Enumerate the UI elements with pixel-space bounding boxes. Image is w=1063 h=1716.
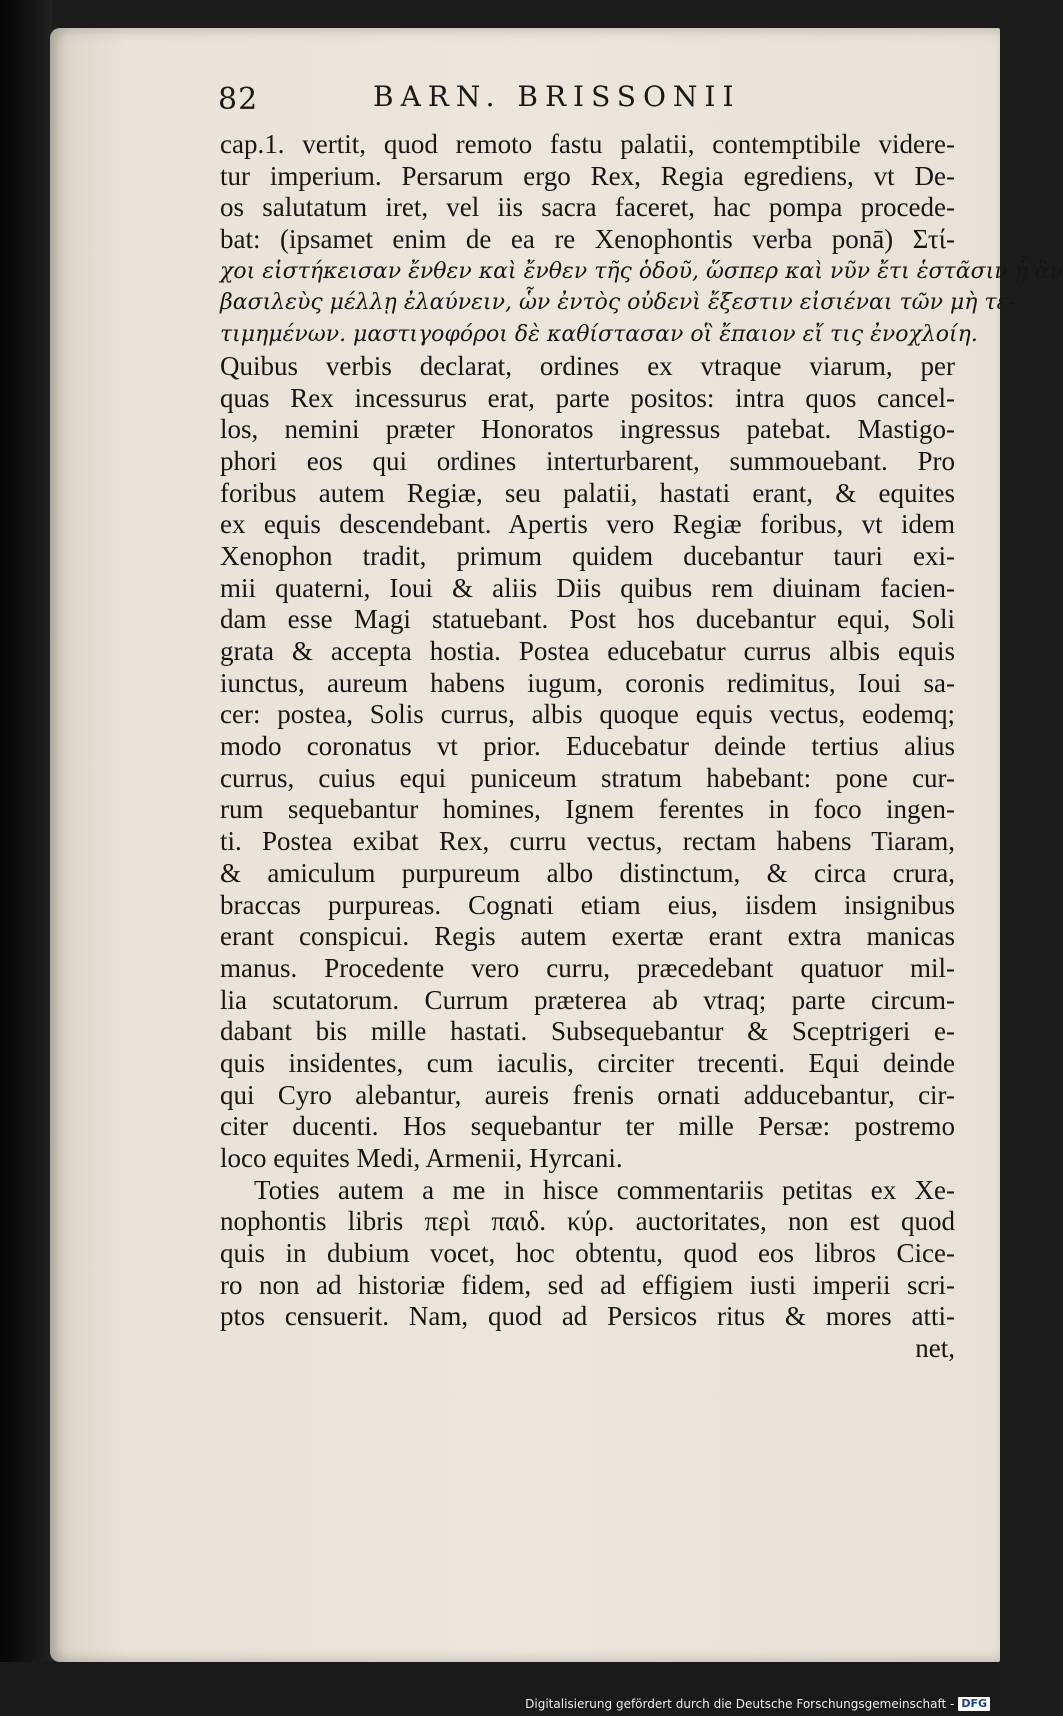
- text-line: Xenophon tradit, primum quidem ducebantur tauri exi-: [220, 540, 955, 571]
- digitization-credit: [525, 1697, 990, 1711]
- text-line: los, nemini præter Honoratos ingressus patebat. Mastigo-: [220, 414, 955, 445]
- text-line: Toties autem a me in hisce commentariis petitas ex Xe-: [254, 1174, 955, 1205]
- credit-text: Digitalisierung gefördert durch die Deutsche Forschungsgemeinschaft -: [525, 1697, 955, 1711]
- text-line: currus, cuius equi puniceum stratum habebant: pone cur-: [220, 762, 955, 793]
- text-line: modo coronatus vt prior. Educebatur deinde tertius alius: [220, 731, 955, 762]
- text-line: os salutatum iret, vel iis sacra faceret, hac pompa procede-: [220, 192, 955, 223]
- catchword: net,: [915, 1333, 955, 1364]
- text-line: quis in dubium vocet, hoc obtentu, quod eos libros Cice-: [220, 1238, 955, 1269]
- text-line: qui Cyro alebantur, aureis frenis ornati adducebantur, cir-: [220, 1079, 955, 1110]
- text-line: nophontis libris περὶ παιδ. κύρ. auctoritates, non est quod: [220, 1206, 955, 1237]
- text-line: ro non ad historiæ fidem, sed ad effigiem iusti imperii scri-: [220, 1269, 955, 1300]
- text-line: phori eos qui ordines interturbarent, summouebant. Pro: [220, 445, 955, 476]
- text-line: quas Rex incessurus erat, parte positos: intra quos cancel-: [220, 382, 955, 413]
- text-line: lia scutatorum. Currum præterea ab vtraq; parte circum-: [220, 984, 955, 1015]
- text-line: manus. Procedente vero curru, præcedebant quatuor mil-: [220, 952, 955, 983]
- text-line: quis insidentes, cum iaculis, circiter trecenti. Equi deinde: [220, 1047, 955, 1078]
- text-line: & amiculum purpureum albo distinctum, & circa crura,: [220, 857, 955, 888]
- text-line: cer: postea, Solis currus, albis quoque equis vectus, eodemq;: [220, 699, 955, 730]
- running-head: [218, 78, 1000, 128]
- text-line: foribus autem Regiæ, seu palatii, hastati erant, & equites: [220, 477, 955, 508]
- text-line: Quibus verbis declarat, ordines ex vtraque viarum, per: [220, 350, 955, 381]
- text-line: mii quaterni, Ioui & aliis Diis quibus rem diuinam facien-: [220, 572, 955, 603]
- greek-quote-line: τιμημένων. μαστιγοφόροι δὲ καθίστασαν οἳ ἔπαιον εἴ τις ἐνοχλοίη.: [220, 322, 978, 348]
- text-line: rum sequebantur homines, Ignem ferentes in foco ingen-: [220, 794, 955, 825]
- text-line: cap.1. vertit, quod remoto fastu palatii, contemptibile videre-: [220, 129, 955, 159]
- text-line: loco equites Medi, Armenii, Hyrcani.: [220, 1143, 623, 1173]
- running-title: BARN. BRISSONII: [373, 80, 741, 113]
- text-line: braccas purpureas. Cognati etiam eius, iisdem insignibus: [220, 889, 955, 920]
- body-text: [220, 129, 1063, 1365]
- text-line: dabant bis mille hastati. Subsequebantur & Sceptrigeri e-: [220, 1016, 955, 1047]
- text-line: ex equis descendebant. Apertis vero Regiæ foribus, vt idem: [220, 509, 955, 540]
- page-number: 82: [218, 82, 259, 117]
- text-line: ptos censuerit. Nam, quod ad Persicos ritus & mores atti-: [220, 1301, 955, 1332]
- text-line: grata & accepta hostia. Postea educebatur currus albis equis: [220, 636, 955, 666]
- greek-quote-line: χοι εἱστήκεισαν ἔνθεν καὶ ἔνθεν τῆς ὁδοῦ, ὥσπερ καὶ νῦν ἔτι ἑστᾶσιν ᾗ ἂν: [220, 258, 1063, 284]
- text-line: ti. Postea exibat Rex, curru vectus, rectam habens Tiaram,: [220, 826, 955, 857]
- text-line: bat: (ipsamet enim de ea re Xenophontis verba ponā) Στί-: [220, 224, 955, 255]
- left-scan-margin: [0, 0, 52, 1716]
- dfg-logo: DFG: [958, 1697, 990, 1711]
- text-line: iunctus, aureum habens iugum, coronis redimitus, Ioui sa-: [220, 667, 955, 698]
- text-line: citer ducenti. Hos sequebantur ter mille Persæ: postremo: [220, 1111, 955, 1142]
- text-line: erant conspicui. Regis autem exertæ erant extra manicas: [220, 921, 955, 952]
- greek-quote-line: βασιλεὺς μέλλῃ ἐλαύνειν, ὧν ἐντὸς οὐδενὶ ἔξεστιν εἰσιέναι τῶν μὴ τε-: [220, 290, 1016, 316]
- text-line: dam esse Magi statuebant. Post hos ducebantur equi, Soli: [220, 604, 955, 635]
- text-line: tur imperium. Persarum ergo Rex, Regia egrediens, vt De-: [220, 160, 955, 191]
